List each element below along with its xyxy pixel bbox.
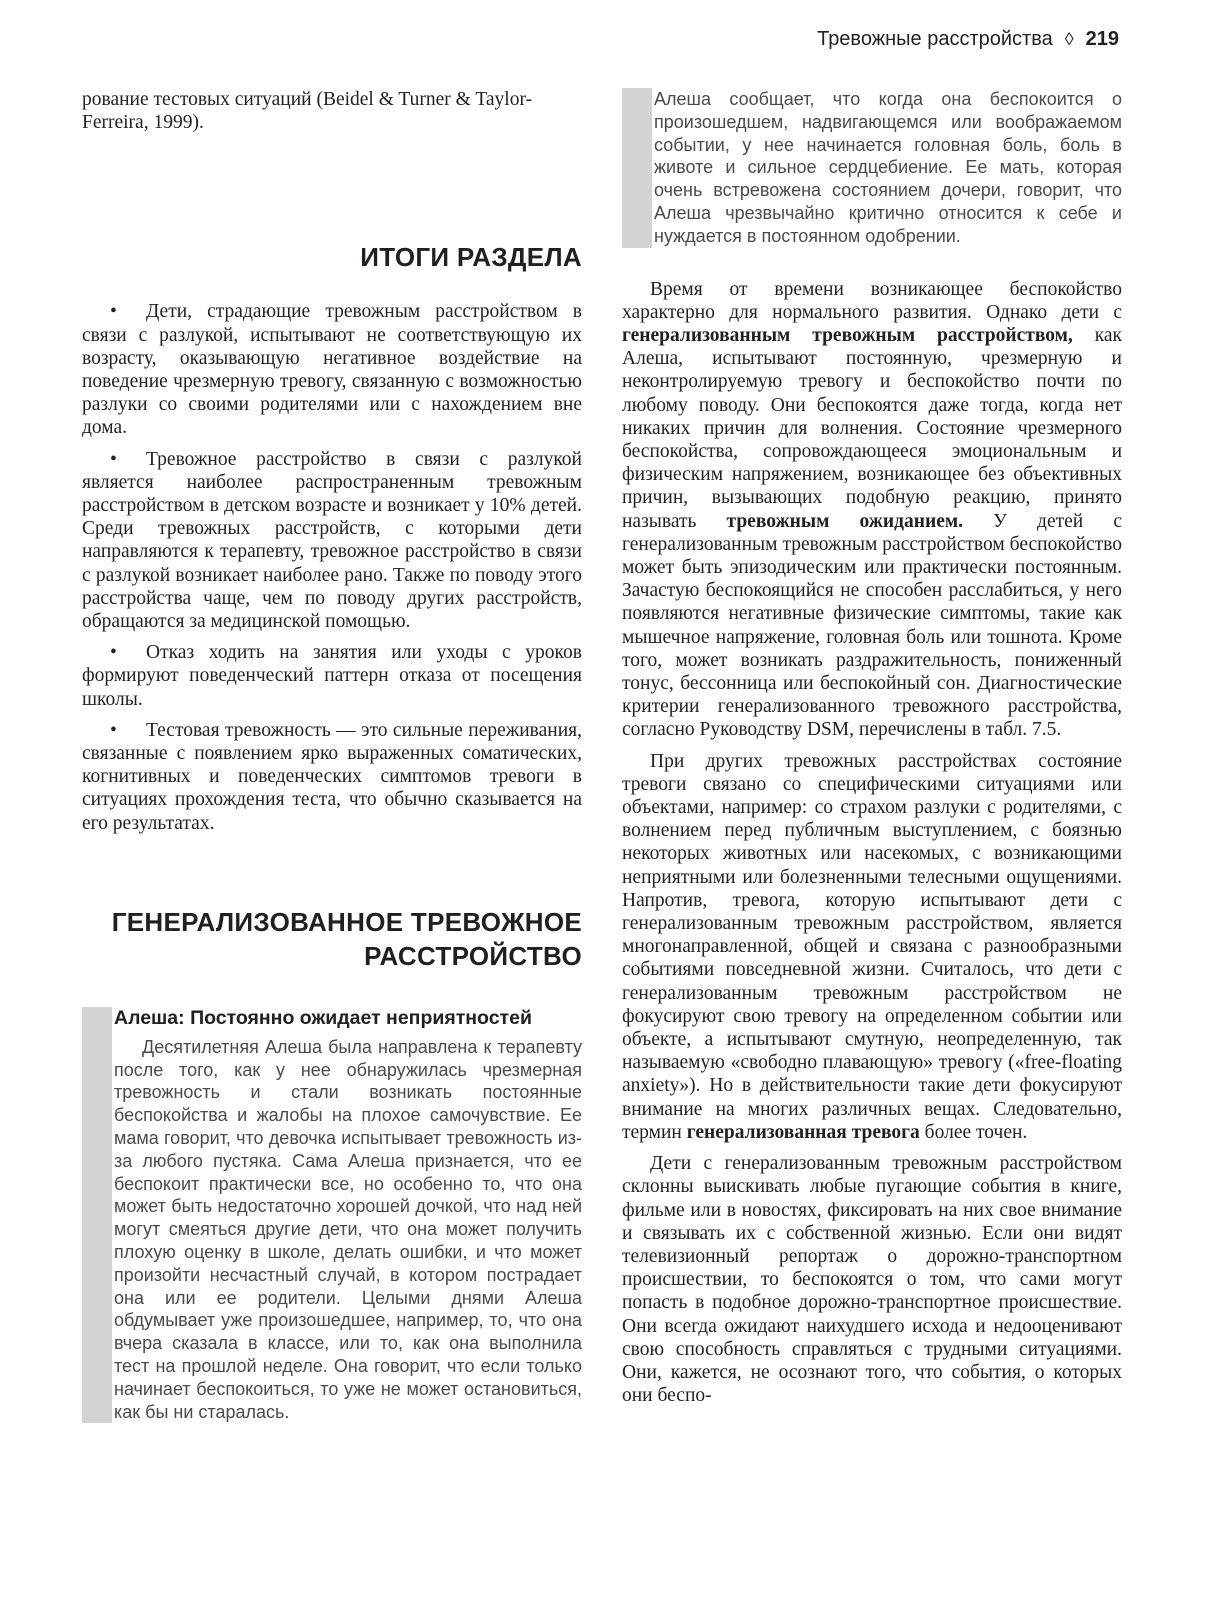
left-column (82, 88, 582, 1423)
case-study-title: Алеша: Постоянно ожидает неприятностей (114, 1006, 532, 1029)
bullet-text: Тревожное расстройство в связи с разлукой является наиболее распространенным тревожным расстройством в детском возрасте и возникает у 10% детей. Среди тревожных расстройств, с которыми дети направляются к терапевту, тревожное расстройство в связи с разлукой возникает наиболее рано. Также по поводу этого расстройства чаще, чем по поводу других расстройств, обращаются за медицинской помощью. (82, 448, 582, 633)
running-header (817, 28, 1119, 51)
summary-bullet-4 (82, 719, 582, 835)
body-text (622, 278, 1122, 1408)
summary-bullet-1 (82, 300, 582, 439)
continuation-paragraph (82, 88, 582, 134)
right-column (622, 88, 1122, 1415)
body-paragraph-3: Дети с генерализованным тревожным расстройством склонны выискивать любые пугающие события в книге, фильме или в новостях, фиксировать на них свое внимание и связывать их с собственной жизнью. Если они видят телевизионный репортаж о дорожно-транспортном происшествии, то беспокоятся о том, что сами могут попасть в подобное дорожно-транспортное происшествие. Они всегда ожидают наихудшего исхода и недооценивают свою способность справляться с трудными ситуациями. Они, кажется, не осознают того, что события, о которых они беспо- (622, 1153, 1122, 1407)
bullet-text: Отказ ходить на занятия или уходы с уроков формируют поведенческий паттерн отказа от посещения школы. (82, 642, 582, 710)
gad-heading-line-2: РАССТРОЙСТВО (364, 940, 582, 971)
term-generalized-anxiety: генерализованная тревога (686, 1121, 920, 1143)
bullet-icon: • (110, 642, 117, 664)
term-anxious-expectation: тревожным ожиданием. (726, 510, 964, 532)
case-study-continued-text (654, 88, 1122, 248)
summary-list (82, 300, 582, 834)
bullet-text: Тестовая тревожность — это сильные переживания, связанные с появлением ярко выраженных соматических, когнитивных и поведенческих симптомов тревоги в ситуациях прохождения теста, что обычно сказывается на его результатах. (82, 719, 582, 834)
summary-bullet-2 (82, 448, 582, 634)
bullet-text: Дети, страдающие тревожным расстройством в связи с разлукой, испытывают не соответствующую их возрасту, оказывающую негативное воздействие на поведение чрезмерную тревогу, связанную с возможностью разлуки со своими родителями или с нахождением вне дома. (82, 301, 582, 439)
case-study-box (82, 1007, 582, 1424)
case-study-continued-paragraph: Алеша сообщает, что когда она беспокоится о произошедшем, надвигающемся или воображаемом событии, у нее начинается головная боль, боль в животе и сильное сердцебиение. Ее мать, которая очень встревожена состоянием дочери, говорит, что Алеша чрезвычайно критично относится к себе и нуждается в постоянном одобрении. (654, 89, 1122, 246)
page-number: 219 (1085, 28, 1119, 50)
term-gad: генерализованным тревожным расстройством, (622, 324, 1073, 346)
case-study-box-continued (622, 88, 1122, 248)
case-study-paragraph: Десятилетняя Алеша была направлена к терапевту после того, как у нее обнаружилась чрезмерная тревожность и стали возникать постоянные беспокойства и жалобы на плохое самочувствие. Ее мама говорит, что девочка испытывает тревожность из-за любого пустяка. Сама Алеша признается, что ее беспокоит практически все, но особенно то, что она может быть недостаточно хорошей дочкой, что над ней могут смеяться другие дети, что она может получить плохую оценку в школе, делать ошибки, и что может произойти несчастный случай, в котором пострадает она или ее родители. Целыми днями Алеша обдумывает уже произошедшее, например, то, что она вчера сказала в классе, или то, как она выполнила тест на прошлой неделе. Она говорит, что если только начинает беспокоиться, то уже не может остановиться, как бы ни старалась. (114, 1036, 582, 1422)
bullet-icon: • (110, 448, 117, 470)
gad-section-heading (82, 905, 582, 973)
summary-bullet-3 (82, 641, 582, 711)
case-study-text (114, 1036, 582, 1424)
bullet-icon: • (110, 301, 117, 323)
continuation-text: рование тестовых ситуаций (Beidel & Turner & Taylor-Ferreira, 1999). (82, 89, 533, 134)
summary-heading: ИТОГИ РАЗДЕЛА (360, 242, 582, 273)
body-paragraph-2: При других тревожных расстройствах состояние тревоги связано со специфическими ситуациями или объектами, например: со страхом разлуки с родителями, с волнением перед публичным выступлением, с боязнью некоторых животных или насекомых, с возникающими неприятными или болезненными телесными ощущениями. Напротив, тревога, которую испытывают дети с генерализованным тревожным расстройством, является многонаправленной, общей и связана с разнообразными событиями повседневной жизни. Считалось, что дети с генерализованным тревожным расстройством не фокусируют свою тревогу на определенном событии или объекте, а испытывают смутную, неопределенную, так называемую «свободно плавающую» тревогу («free-floating anxiety»). Но в действительности такие дети фокусируют внимание на многих различных вещах. Следовательно, термин генерализованная тревога более точен. (622, 750, 1122, 1143)
gad-heading-line-1: ГЕНЕРАЛИЗОВАННОЕ ТРЕВОЖНОЕ (111, 906, 582, 937)
running-title: Тревожные расстройства (817, 28, 1053, 50)
bullet-icon: • (110, 719, 117, 741)
body-paragraph-1: Время от времени возникающее беспокойство характерно для нормального развития. Однако дети с генерализованным тревожным расстройством, как Алеша, испытывают постоянную, чрезмерную и неконтролируемую тревогу и беспокойство почти по любому поводу. Они беспокоятся даже тогда, когда нет никаких причин для волнения. Состояние чрезмерного беспокойства, сопровождающееся эмоциональным и физическим напряжением, возникающее без объективных причин, вызывающих подобную реакцию, принято называть тревожным ожиданием. У детей с генерализованным тревожным расстройством беспокойство может быть эпизодическим или практически постоянным. Зачастую беспокоящийся не способен расслабиться, у него появляются негативные физические симптомы, такие как мышечное напряжение, головная боль или тошнота. Кроме того, может возникать раздражительность, пониженный тонус, бессонница или беспокойный сон. Диагностические критерии генерализованного тревожного расстройства, согласно Руководству DSM, перечислены в табл. 7.5. (622, 278, 1122, 741)
diamond-separator-icon: ◊ (1064, 29, 1074, 49)
